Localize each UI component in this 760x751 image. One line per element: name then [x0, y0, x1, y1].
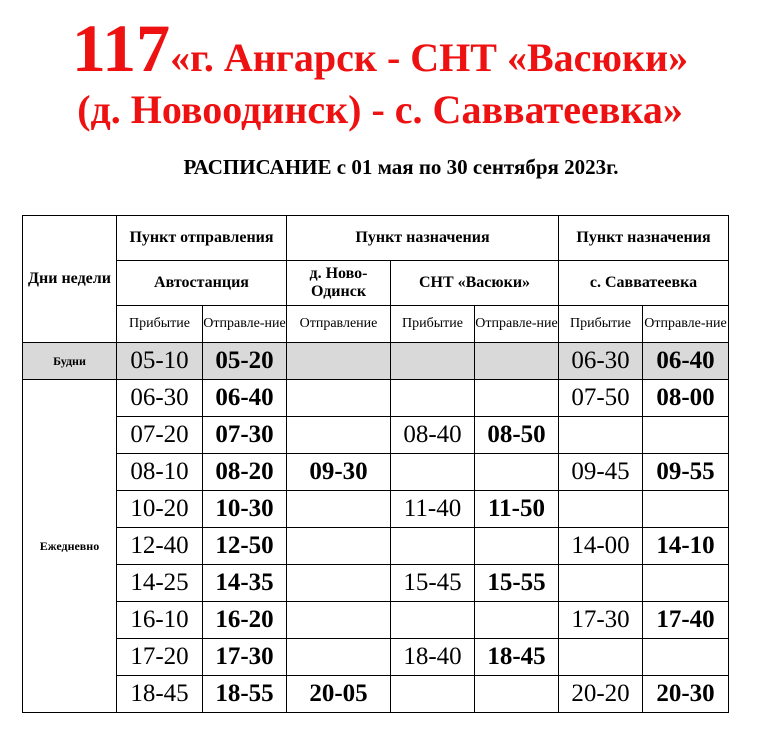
time-cell: 20-30	[643, 676, 729, 713]
time-cell: 08-40	[391, 417, 475, 454]
time-cell	[643, 491, 729, 528]
time-cell: 18-40	[391, 639, 475, 676]
time-cell	[391, 454, 475, 491]
daily-row	[23, 380, 729, 417]
time-cell	[391, 380, 475, 417]
time-cell	[287, 491, 391, 528]
time-cell	[643, 639, 729, 676]
time-cell: 17-30	[559, 602, 643, 639]
time-cell: 14-25	[117, 565, 203, 602]
daily-row	[23, 417, 729, 454]
daily-row	[23, 639, 729, 676]
subheader-arrival: Прибытие	[559, 306, 643, 343]
route-title-line1	[0, 10, 760, 86]
time-cell: 07-30	[203, 417, 287, 454]
time-cell	[391, 343, 475, 380]
time-cell: 06-30	[117, 380, 203, 417]
time-cell	[287, 565, 391, 602]
time-cell: 06-40	[203, 380, 287, 417]
time-cell	[287, 343, 391, 380]
time-cell: 05-20	[203, 343, 287, 380]
time-cell	[287, 639, 391, 676]
time-cell	[287, 602, 391, 639]
time-cell: 17-40	[643, 602, 729, 639]
subheader-departure: Отправле-ние	[203, 306, 287, 343]
time-cell: 10-20	[117, 491, 203, 528]
daily-row	[23, 565, 729, 602]
time-cell: 05-10	[117, 343, 203, 380]
time-cell: 20-20	[559, 676, 643, 713]
time-cell: 12-40	[117, 528, 203, 565]
time-cell	[391, 602, 475, 639]
subheader-departure: Отправле-ние	[475, 306, 559, 343]
time-cell: 06-40	[643, 343, 729, 380]
days-column-header: Дни недели	[23, 216, 117, 343]
daily-label: Ежедневно	[23, 380, 117, 713]
time-cell: 07-20	[117, 417, 203, 454]
time-cell	[559, 491, 643, 528]
time-cell	[475, 343, 559, 380]
destination-point-header-2: Пункт назначения	[559, 216, 729, 261]
time-cell: 11-40	[391, 491, 475, 528]
time-cell	[287, 380, 391, 417]
time-cell	[475, 602, 559, 639]
time-cell: 09-30	[287, 454, 391, 491]
schedule-table	[22, 215, 729, 713]
time-cell: 16-10	[117, 602, 203, 639]
subheader-arrival: Прибытие	[391, 306, 475, 343]
stop-vasyuki: СНТ «Васюки»	[391, 261, 559, 306]
stop-savvateevka: с. Савватеевка	[559, 261, 729, 306]
time-cell	[391, 676, 475, 713]
schedule-subtitle: РАСПИСАНИЕ с 01 мая по 30 сентября 2023г.	[183, 155, 619, 179]
time-cell: 09-55	[643, 454, 729, 491]
subheader-departure: Отправление	[287, 306, 391, 343]
daily-row	[23, 528, 729, 565]
time-cell: 09-45	[559, 454, 643, 491]
daily-row	[23, 602, 729, 639]
time-cell	[475, 528, 559, 565]
daily-row	[23, 454, 729, 491]
time-cell: 11-50	[475, 491, 559, 528]
stop-novoodinsk: д. Ново-Одинск	[287, 261, 391, 306]
time-cell: 18-55	[203, 676, 287, 713]
time-cell: 08-20	[203, 454, 287, 491]
time-cell: 14-35	[203, 565, 287, 602]
time-cell	[475, 454, 559, 491]
route-number: 117	[71, 10, 171, 86]
time-cell: 17-20	[117, 639, 203, 676]
time-cell	[559, 417, 643, 454]
time-cell: 20-05	[287, 676, 391, 713]
time-cell	[559, 565, 643, 602]
time-cell: 15-45	[391, 565, 475, 602]
time-cell: 12-50	[203, 528, 287, 565]
time-cell	[287, 528, 391, 565]
route-title	[0, 10, 760, 132]
time-cell: 18-45	[475, 639, 559, 676]
subheader-arrival: Прибытие	[117, 306, 203, 343]
time-cell: 10-30	[203, 491, 287, 528]
route-name-part2: (д. Новоодинск) - с. Савватеевка»	[77, 87, 683, 132]
time-cell	[475, 380, 559, 417]
time-cell: 16-20	[203, 602, 287, 639]
time-cell: 15-55	[475, 565, 559, 602]
time-cell: 14-10	[643, 528, 729, 565]
weekdays-row	[23, 343, 729, 380]
time-cell	[391, 528, 475, 565]
time-cell: 06-30	[559, 343, 643, 380]
time-cell	[643, 417, 729, 454]
time-cell: 08-00	[643, 380, 729, 417]
destination-point-header: Пункт назначения	[287, 216, 559, 261]
daily-row	[23, 491, 729, 528]
daily-row	[23, 676, 729, 713]
time-cell	[287, 417, 391, 454]
time-cell	[643, 565, 729, 602]
time-cell: 07-50	[559, 380, 643, 417]
route-name-part1: «г. Ангарск - СНТ «Васюки»	[170, 35, 689, 80]
time-cell: 08-10	[117, 454, 203, 491]
weekdays-label: Будни	[23, 343, 117, 380]
stop-bus-station: Автостанция	[117, 261, 287, 306]
time-cell	[475, 676, 559, 713]
time-cell: 17-30	[203, 639, 287, 676]
time-cell: 18-45	[117, 676, 203, 713]
departure-point-header: Пункт отправления	[117, 216, 287, 261]
time-cell: 08-50	[475, 417, 559, 454]
time-cell: 14-00	[559, 528, 643, 565]
subheader-departure: Отправле-ние	[643, 306, 729, 343]
time-cell	[559, 639, 643, 676]
